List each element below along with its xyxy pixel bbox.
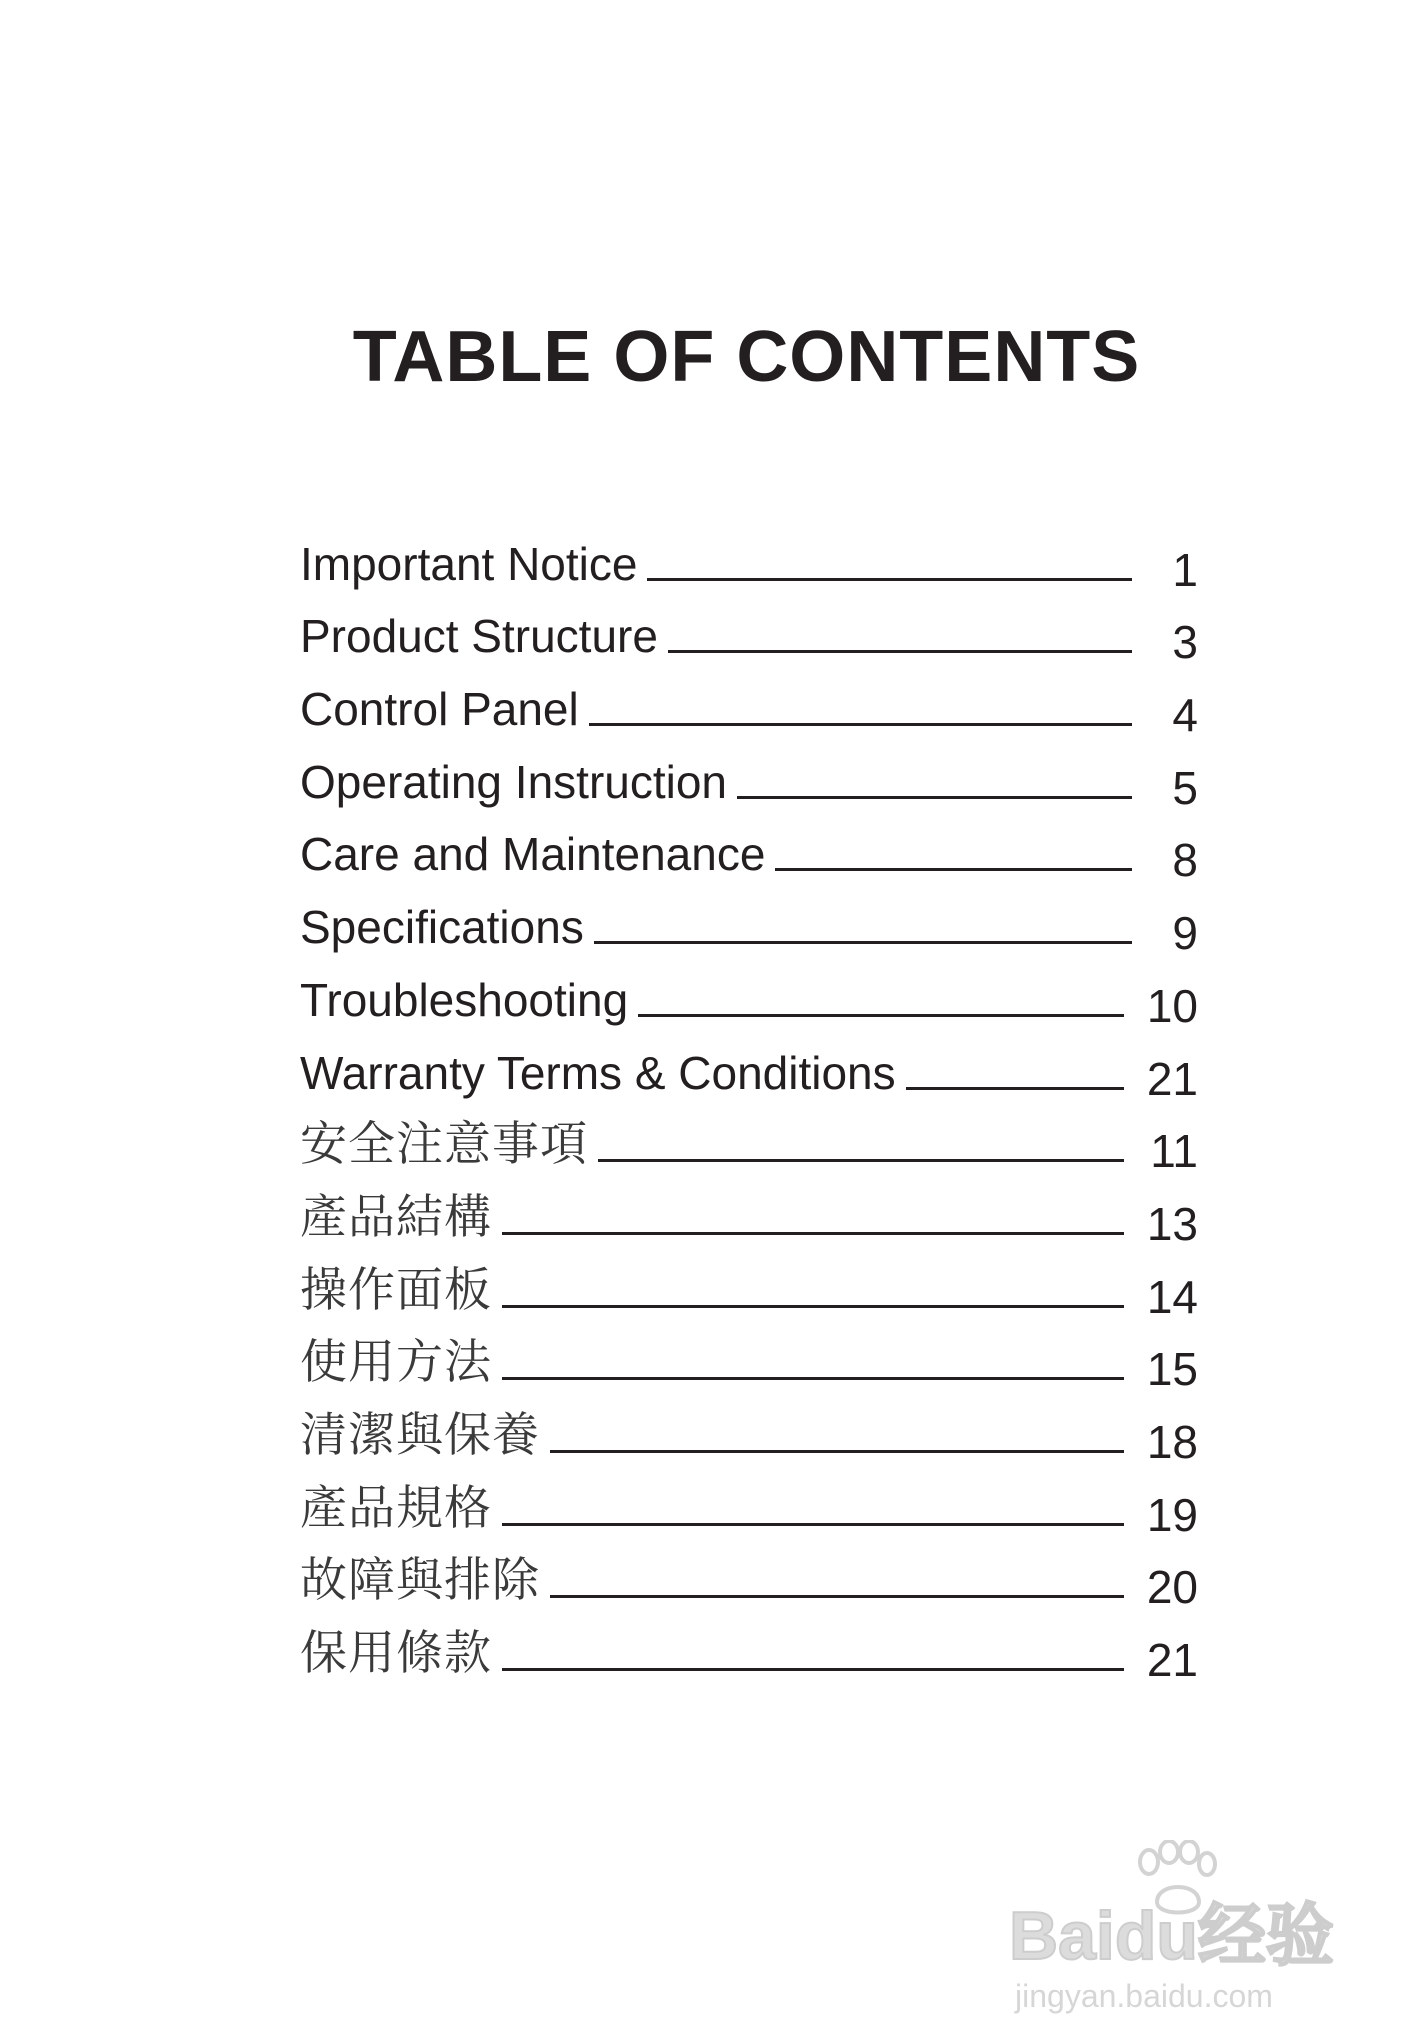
toc-leader-line [502,1305,1124,1308]
toc-entry-label: Operating Instruction [300,755,728,808]
toc-leader-line [550,1595,1124,1598]
toc-entry-page: 5 [1172,761,1198,814]
toc-entry-label: 清潔與保養 [300,1407,540,1463]
toc-entry [300,1465,1198,1541]
toc-leader-line [775,868,1132,871]
toc-leader-line [502,1523,1124,1526]
toc-entry-label: Specifications [300,901,584,954]
toc-leader-line [906,1087,1124,1090]
toc-entry-label: 產品結構 [300,1189,492,1245]
toc-leader-line [502,1377,1124,1380]
page-title: TABLE OF CONTENTS [352,317,1141,397]
toc-entry-page: 18 [1146,1415,1198,1468]
toc-leader-line [668,650,1132,653]
toc-entry-label: Important Notice [300,537,638,590]
toc-entry [300,956,1198,1032]
toc-entry-label: 故障與排除 [300,1553,540,1609]
toc-entry [300,811,1198,887]
toc-entry [300,738,1198,814]
toc-entry-page: 4 [1172,689,1198,742]
table-of-contents [300,520,1198,1686]
toc-entry-page: 11 [1150,1125,1198,1178]
toc-entry [300,883,1198,960]
toc-entry-label: 安全注意事項 [300,1117,588,1173]
toc-leader-line [502,1232,1124,1235]
toc-entry-page: 21 [1146,1634,1198,1686]
toc-entry-label: Control Panel [300,683,579,736]
toc-leader-line [594,941,1132,944]
toc-entry [300,1247,1198,1323]
toc-entry [300,665,1198,742]
toc-entry-label: Troubleshooting [300,973,629,1026]
toc-entry-page: 20 [1146,1561,1198,1614]
toc-entry [300,1174,1198,1250]
toc-entry-label: 產品規格 [300,1480,492,1536]
toc-entry [300,1392,1198,1468]
toc-entry-label: Product Structure [300,610,658,663]
toc-entry-label: Warranty Terms & Conditions [300,1046,896,1099]
toc-entry-page: 14 [1146,1270,1198,1323]
toc-entry-label: Care and Maintenance [300,828,766,881]
watermark-url: jingyan.baidu.com [1015,1978,1273,2014]
toc-leader-line [737,796,1132,799]
toc-entry-page: 9 [1172,907,1198,960]
toc-entry [300,1029,1198,1105]
toc-entry [300,1102,1198,1178]
watermark-brand: Baidu经验 [1009,1898,1334,1974]
toc-entry-label: 使用方法 [300,1335,492,1391]
toc-entry-page: 10 [1146,979,1198,1032]
toc-entry-page: 8 [1172,834,1198,887]
toc-leader-line [550,1450,1124,1453]
toc-leader-line [502,1668,1124,1671]
toc-leader-line [598,1159,1124,1162]
toc-entry-page: 19 [1146,1488,1198,1541]
toc-entry-label: 操作面板 [300,1262,492,1318]
baidu-watermark [1009,1840,1339,2020]
toc-leader-line [647,578,1132,581]
toc-entry-page: 21 [1146,1052,1198,1105]
toc-entry [300,520,1198,596]
toc-entry-label: 保用條款 [300,1626,492,1681]
toc-leader-line [589,723,1132,726]
toc-entry [300,1610,1198,1686]
toc-entry [300,593,1198,669]
toc-leader-line [638,1014,1124,1017]
toc-entry-page: 3 [1172,616,1198,669]
toc-entry [300,1320,1198,1396]
toc-entry-page: 13 [1146,1197,1198,1250]
toc-entry-page: 1 [1172,543,1198,596]
toc-entry-page: 15 [1146,1343,1198,1396]
toc-entry [300,1538,1198,1614]
